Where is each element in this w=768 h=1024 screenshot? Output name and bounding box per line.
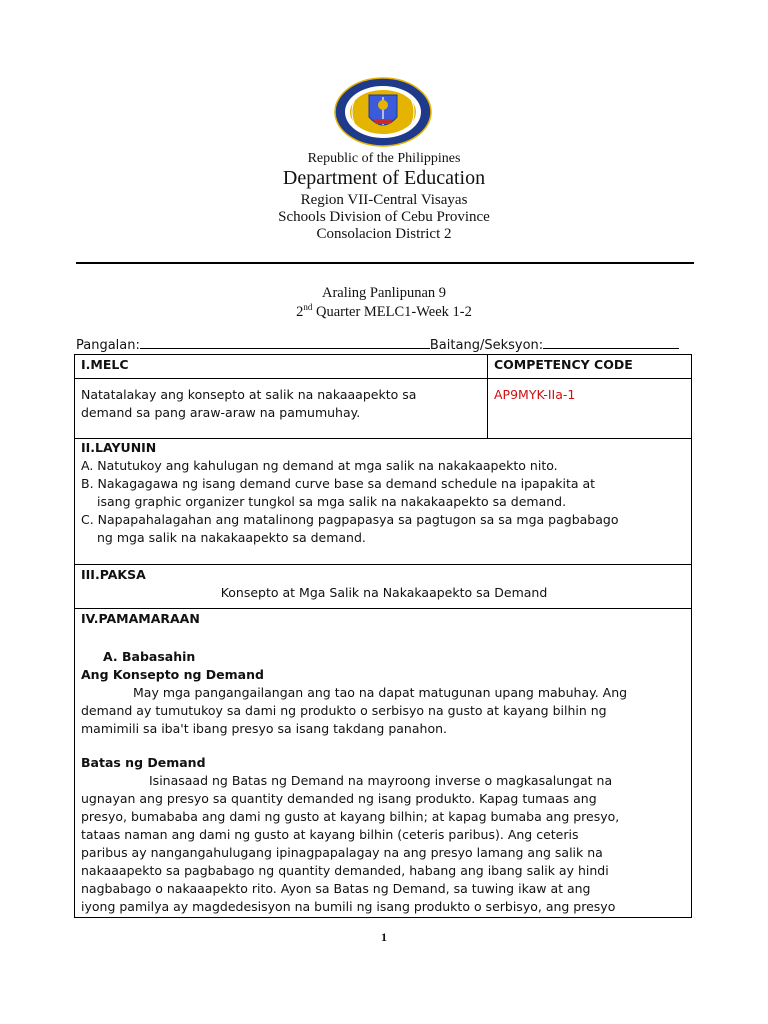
layunin-item-c-cont: ng mga salik na nakakaapekto sa demand. — [97, 530, 366, 545]
department-title: Department of Education — [282, 167, 486, 189]
student-info-line — [76, 336, 679, 353]
paragraph-line: nagbabago o nakaaapekto rito. Ayon sa Batas ng Demand, sa tuwing ikaw at ang — [81, 881, 591, 896]
name-field[interactable] — [140, 336, 430, 349]
competency-code: AP9MYK-IIa-1 — [494, 387, 576, 402]
row-divider — [75, 378, 691, 379]
row-divider — [75, 564, 691, 565]
paragraph-line: ugnayan ang presyo sa quantity demanded ng isang produkto. Kapag tumaas ang — [81, 791, 597, 806]
paragraph-line: Isinasaad ng Batas ng Demand na mayroong inverse o magkasalungat na — [149, 773, 613, 788]
paragraph-line: mamimili sa iba't ibang presyo sa isang takdang panahon. — [81, 721, 447, 736]
lesson-table — [74, 354, 692, 918]
paksa-text: Konsepto at Mga Salik na Nakakaapekto sa Demand — [220, 585, 548, 600]
section-field[interactable] — [543, 336, 679, 349]
paragraph-line: May mga pangangailangan ang tao na dapat matugunan upang mabuhay. Ang — [133, 685, 628, 700]
layunin-item-c: C. Napapahalagahan ang matalinong pagpapasya sa pagtugon sa sa mga pagbabago — [81, 512, 619, 527]
konsepto-heading: Ang Konsepto ng Demand — [81, 667, 264, 682]
paragraph-line: nakaaapekto sa pagbabago ng quantity demanded, habang ang ibang salik ay hindi — [81, 863, 609, 878]
subject-title: Araling Panlipunan 9 — [321, 285, 447, 301]
paragraph-line: paribus ay nangangahulugang ipinagpapalagay na ang presyo lamang ang salik na — [81, 845, 603, 860]
batas-heading: Batas ng Demand — [81, 755, 206, 770]
layunin-item-b: B. Nakagagawa ng isang demand curve base sa demand schedule na ipapakita at — [81, 476, 596, 491]
district-line: Consolacion District 2 — [316, 226, 452, 242]
header-divider — [76, 262, 694, 264]
paragraph-line: demand ay tumutukoy sa dami ng produkto o serbisyo na gusto at kayang bilhin ng — [81, 703, 607, 718]
republic-line: Republic of the Philippines — [307, 151, 461, 166]
page-number: 1 — [381, 930, 387, 944]
paragraph-line: iyong pamilya ay magdedesisyon na bumili ng isang produkto o serbisyo, ang presyo — [81, 899, 616, 914]
paragraph-line: presyo, bumababa ang dami ng gusto at kayang bilhin; at kapag bumaba ang presyo, — [81, 809, 620, 824]
paksa-header: III.PAKSA — [81, 567, 146, 582]
name-label: Pangalan: — [76, 338, 140, 353]
division-line: Schools Division of Cebu Province — [278, 209, 490, 225]
competency-code-header: COMPETENCY CODE — [494, 357, 633, 372]
region-line: Region VII-Central Visayas — [300, 192, 468, 208]
pamamaraan-header: IV.PAMAMARAAN — [81, 611, 200, 626]
section-label: Baitang/Seksyon: — [429, 338, 544, 353]
layunin-header: II.LAYUNIN — [81, 440, 157, 455]
quarter-line — [0, 302, 768, 321]
quarter-number: 2 — [296, 303, 304, 320]
row-divider — [75, 438, 691, 439]
deped-seal — [333, 77, 433, 147]
paragraph-line: tataas naman ang dami ng gusto at kayang bilhin (ceteris paribus). Ang ceteris — [81, 827, 579, 842]
quarter-rest: Quarter MELC1-Week 1-2 — [312, 303, 472, 320]
babasahin-subheader: A. Babasahin — [103, 649, 196, 664]
quarter-suffix: nd — [303, 302, 313, 312]
row-divider — [75, 608, 691, 609]
layunin-item-a: A. Natutukoy ang kahulugan ng demand at mga salik na nakakaapekto nito. — [81, 458, 558, 473]
layunin-item-b-cont: isang graphic organizer tungkol sa mga salik na nakakaapekto sa demand. — [97, 494, 567, 509]
column-divider — [487, 355, 488, 438]
melc-header: I.MELC — [81, 357, 129, 372]
melc-text: Natatalakay ang konsepto at salik na nakaaapekto sa demand sa pang araw-araw na pamumuhay. — [81, 387, 417, 420]
